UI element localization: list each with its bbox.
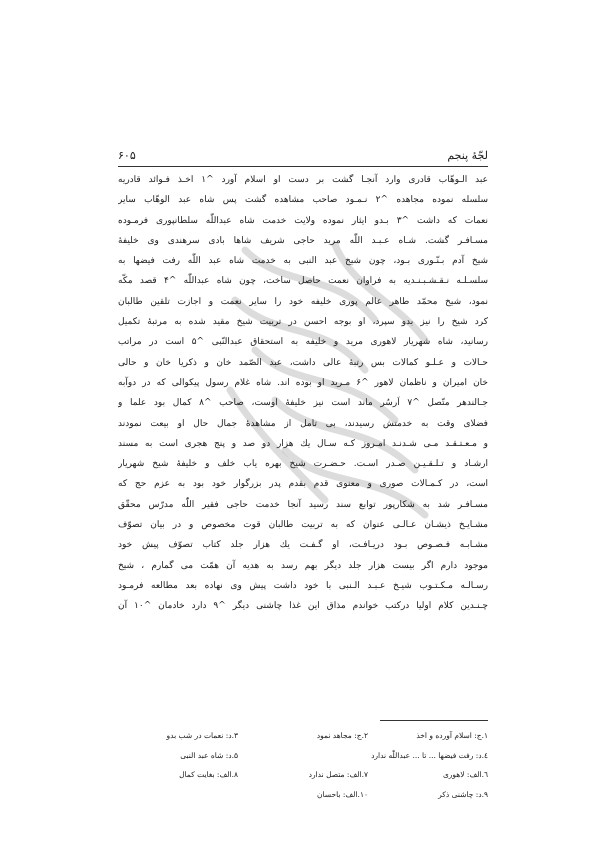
- text-line: و مـعـتـقـد مـی شـدنـد امـروز کـه سـال یك هزار دو صد و پنج هجری است به مسند: [118, 438, 488, 449]
- text-line: مشـایـخ ذیشـان عـالـی عنوان که به تربیت طالبان قوت مخصوص و در بیان تصوّف: [118, 520, 488, 531]
- text-line: مشـابـه فـصـوص بـود دریـافـت، او گـفـت یك هزار جلد کتاب تصوّف پیش خود: [118, 540, 488, 551]
- footnote: ٤.د: رفت فیضها ... تا ... عبداللّٰه ندارد: [371, 750, 488, 760]
- page-header: [118, 146, 488, 164]
- text-line: موجود دارم اگر بیست هزار جلد دیگر بهم رسد به هدیه آن همّت می گمارم ، شیخ: [118, 560, 488, 571]
- text-line: نعمات که داشت ^۳ بـدو ایثار نموده ولایت خدمت شاه عبداللّٰه سلطانپوری فرمـوده: [118, 215, 488, 226]
- text-line: نمود، شیخ محمّد طاهر عالم پوری خلیفه خود را سایر نعمت و اجازت تلقین طالبان: [118, 296, 488, 307]
- text-line: رسـالـه مـکـتـوب شیـخ عـبـد الـنبی با خود داشت پیش وی نهاده بعد مطالعه فرمـود: [118, 580, 488, 591]
- text-line: فضلای وقت به خدمتش رسیدند، بی تامل از مشاهدهٔ جمال حال او بیعت نمودند: [118, 418, 488, 429]
- text-line: کرد شیخ را نیز بدو سپرد، او بوجه احسن در تربیت شیخ مقید شده به مرتبهٔ تکمیل: [118, 317, 488, 328]
- header-rule: [118, 166, 488, 167]
- text-line: مسـافـر شد به شکارپور توابع سند رسید آنجا خدمت حاجی فقیر اللّٰه مدرّس محقّق: [118, 499, 488, 510]
- footnote: ۷.الف: متصل ندارد: [308, 770, 368, 779]
- footnote: ۸.الف: بغایت کمال: [179, 770, 238, 779]
- text-line: است، در کـمـالات صوری و معنوی قدم بقدم پدر بزرگوار خود بود به عزم حج که: [118, 479, 488, 490]
- footnote: ٦.الف: لاهوری: [442, 770, 488, 779]
- footnote: ۵.د: شاه عبد النبی: [180, 750, 238, 760]
- page-number: ۶۰۵: [118, 148, 136, 162]
- running-title: لجّهٔ پنجم: [447, 148, 488, 162]
- footnote: ۳.د: نعمات در شب بدو: [166, 731, 238, 740]
- footnote-row: [118, 746, 488, 766]
- footnote-row: [118, 765, 488, 785]
- text-line: عبد الـوهّاب قادری وارد آنجـا گشت بر دست او اسلام آورد ^۱ اخـذ فـوائد قادریه: [118, 175, 488, 185]
- footnote: ۱۰.الف: باحسان: [317, 789, 368, 799]
- footnote: ۲.ج: مجاهد نمود: [316, 731, 368, 740]
- text-line: سلسله نموده مجاهده ^۲ نـمـود صاحب مشاهده گشت پس شاه عبد الوهّاب سایر: [118, 195, 488, 206]
- text-line: ارشـاد و تـلـقـیـن صـدر اسـت. حـضـرت شیخ بهره یاب خلف و خلیفهٔ شیخ شهریار: [118, 459, 488, 470]
- footnote-rule: [380, 720, 488, 721]
- body-text: [118, 170, 488, 617]
- footnote-row: [118, 785, 488, 805]
- text-line: خان امیران و ناظمان لاهور ^۶ مـرید او بوده اند. شاه غلام رسول پیکوالی که در دوآبه: [118, 377, 488, 388]
- footnote: ۹.د: چاشنی ذکر: [438, 789, 488, 799]
- footnote: ۱.ج: اسلام آورده و اخذ: [416, 731, 488, 740]
- footnotes: [118, 726, 488, 804]
- text-line: حـالات و عـلـو کمالات بس رتبهٔ عالی داشت، عبد الصّمد خان و ذکریا خان و حالی: [118, 357, 488, 368]
- text-line: سلسـلـه نـقـشـبـنـدیه به فراوان نعمت حاصل ساخت، چون شاه عبداللّٰه ^۴ قصد مکّه: [118, 276, 488, 287]
- footnote-row: [118, 726, 488, 746]
- text-line: مسـافـر گشت. شـاه عـبـد اللّٰه مرید حاجی شریف شاها بادی سرهندی وی خلیفهٔ: [118, 235, 488, 246]
- text-line: شیخ آدم بـنّـوری بـود، چون شیخ عبد النبی به خدمت شاه عبد اللّٰه رفت فیضها به: [118, 256, 488, 267]
- text-line: جـالندهر متّصل ^۷ اَرسُر ماند است نیز خلیفهٔ اوست، صاحب ^۸ کمال بود علما و: [118, 398, 488, 409]
- text-line: چـنـدین کلام اولیا درکتب خواندم مذاق این غذا چاشنی دیگر ^۹ دارد خادمان ^۱۰ آن: [118, 601, 488, 612]
- text-line: رسانید، شاه شهریار لاهوری مرید و خلیفه به استحقاق عبدالنّبی ^۵ است در مراتب: [118, 337, 488, 348]
